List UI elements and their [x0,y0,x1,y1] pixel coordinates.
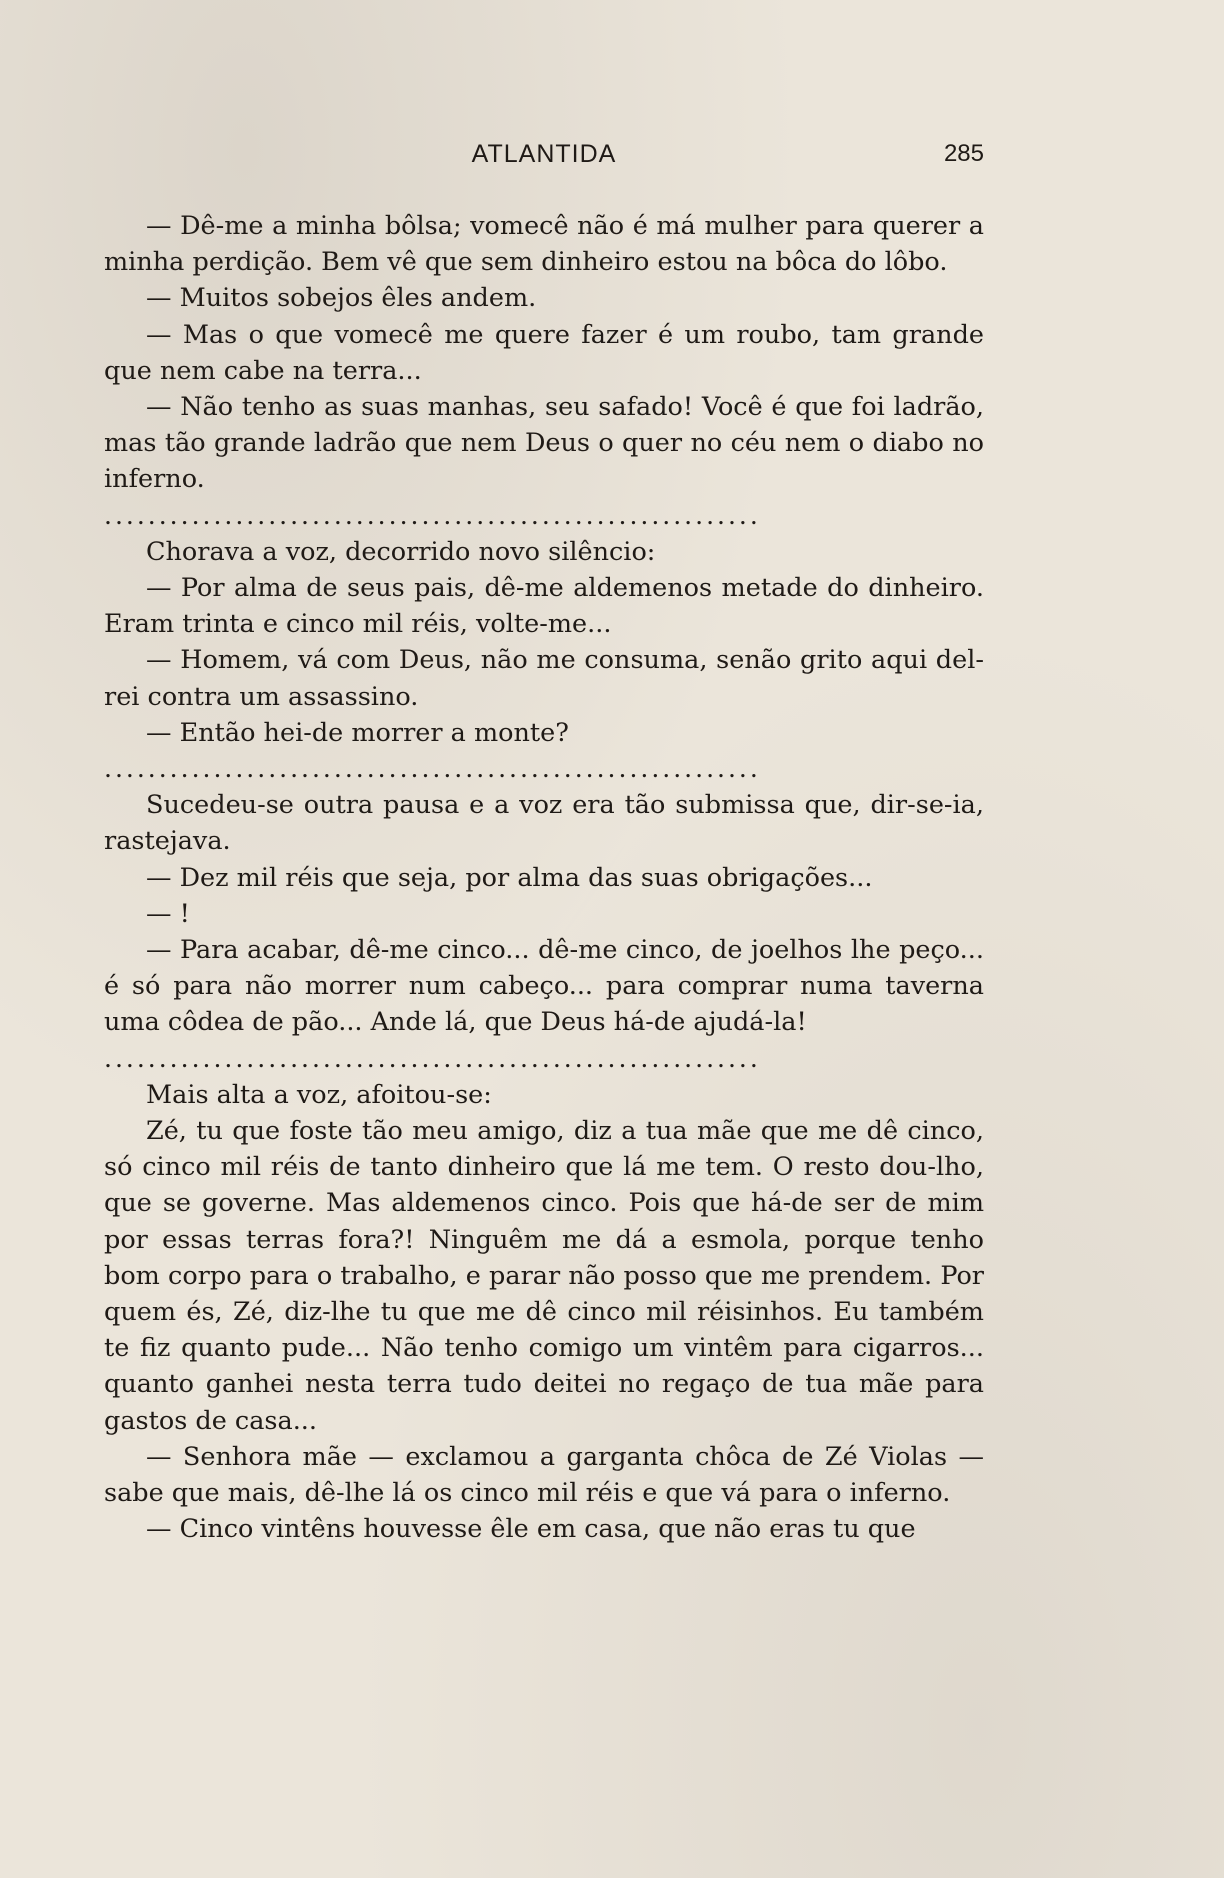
paragraph: — Então hei-de morrer a monte? [146,717,569,748]
paragraph: — Por alma de seus pais, dê-me aldemenos metade do dinheiro. Eram trinta e cinco mil réis, volte-me... [104,573,984,640]
paragraph: — Não tenho as suas manhas, seu safado! Você é que foi ladrão, mas tão grande ladrão que nem Deus o quer no céu nem o diabo no inferno. [104,392,984,495]
dotted-separator: ............................................................ [104,1043,761,1073]
dotted-separator: ............................................................ [104,500,761,530]
paragraph: — Muitos sobejos êles andem. [146,283,537,314]
paragraph: — Cinco vintêns houvesse êle em casa, que não eras tu que [146,1514,916,1545]
dotted-separator: ............................................................ [104,754,761,784]
paragraph: — Dez mil réis que seja, por alma das suas obrigações... [146,862,873,893]
paragraph: Sucedeu-se outra pausa e a voz era tão submissa que, dir-se-ia, rastejava. [104,790,984,857]
paragraph: Mais alta a voz, afoitou-se: [146,1079,492,1110]
paragraph: — Dê-me a minha bôlsa; vomecê não é má mulher para querer a minha perdição. Bem vê que sem dinheiro estou na bôca do lôbo. [104,211,984,278]
paragraph: — Homem, vá com Deus, não me consuma, senão grito aqui del-rei contra um assassino. [104,645,984,712]
text-body [104,208,984,1547]
paragraph: — ! [146,898,190,929]
running-title: ATLANTIDA [471,140,617,168]
paragraph: — Senhora mãe — exclamou a garganta chôca de Zé Violas — sabe que mais, dê-lhe lá os cinco mil réis e que vá para o inferno. [104,1441,984,1509]
paragraph: — Para acabar, dê-me cinco... dê-me cinco, de joelhos lhe peço... é só para não morrer num cabeço... para comprar numa taverna uma côdea de pão... Ande lá, que Deus há-de ajudá-la! [104,935,984,1038]
paragraph: — Mas o que vomecê me quere fazer é um roubo, tam grande que nem cabe na terra... [104,319,984,386]
page-number: 285 [943,140,984,167]
page-header [104,140,984,176]
paragraph: Chorava a voz, decorrido novo silêncio: [146,536,656,567]
paragraph: Zé, tu que foste tão meu amigo, diz a tua mãe que me dê cinco, só cinco mil réis de tanto dinheiro que lá me tem. O resto dou-lho, que se governe. Mas aldemenos cinco. Pois que há-de ser de mim por essas terras fora?! Ninguêm me dá a esmola, porque tenho bom corpo para o trabalho, e parar não posso que me prendem. Por quem és, Zé, diz-lhe tu que me dê cinco mil réisinhos. Eu também te fiz quanto pude... Não tenho comigo um vintêm para cigarros... quanto ganhei nesta terra tudo deitei no regaço de tua mãe para gastos de casa... [104,1116,984,1436]
